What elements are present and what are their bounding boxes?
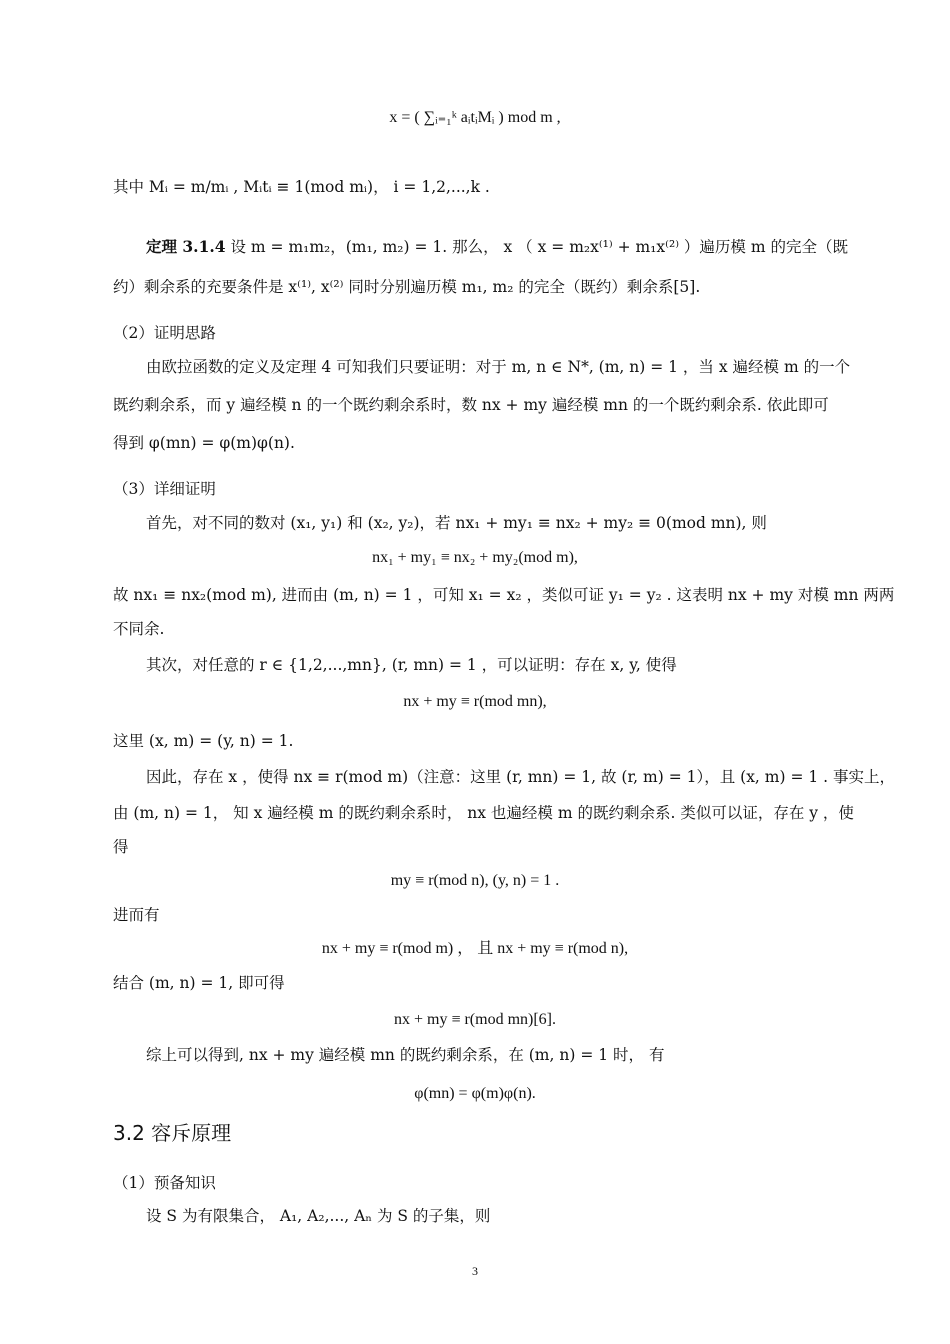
page-number: 3 — [472, 1264, 478, 1278]
theorem-3-1-4 — [146, 236, 848, 258]
text-line: 综上可以得到, nx + my 遍经模 mn 的既约剩余系，在 (m, n) = 1 时， 有 — [146, 1046, 665, 1064]
text-line: 其中 Mᵢ = m/mᵢ , Mᵢtᵢ ≡ 1(mod mᵢ)， i = 1,2,...,k . — [113, 178, 490, 196]
equation-crt-solution: x = ( ∑ᵢ₌₁ᵏ aᵢtᵢMᵢ ) mod m , — [389, 109, 561, 126]
equation-euler: φ(mn) = φ(m)φ(n). — [414, 1085, 536, 1102]
text-line: 进而有 — [113, 906, 160, 924]
equation: nx + my ≡ r(mod mn), — [403, 693, 547, 710]
section-proof-idea: （2）证明思路 — [113, 324, 216, 342]
text-line: 得到 φ(mn) = φ(m)φ(n). — [113, 434, 295, 452]
text-line: 设 S 为有限集合， A₁, A₂,..., Aₙ 为 S 的子集，则 — [146, 1207, 491, 1225]
text-line: 不同余. — [113, 620, 165, 638]
theorem-label: 定理 3.1.4 — [146, 237, 226, 256]
section-preliminaries: （1）预备知识 — [113, 1174, 216, 1192]
text-line: 既约剩余系，而 y 遍经模 n 的一个既约剩余系时，数 nx + my 遍经模 mn 的一个既约剩余系. 依此即可 — [113, 396, 829, 414]
theorem-text: 设 m = m₁m₂，(m₁, m₂) = 1. 那么， x （ x = m₂x⁽¹⁾ + m₁x⁽²⁾ ）遍历模 m 的完全（既 — [225, 238, 848, 256]
text-line: 由欧拉函数的定义及定理 4 可知我们只要证明：对于 m, n ∈ N*, (m, n) = 1 ，当 x 遍经模 m 的一个 — [146, 358, 851, 376]
equation: nx + my ≡ r(mod mn)[6]. — [393, 1011, 557, 1028]
equation: my ≡ r(mod n), (y, n) = 1 . — [390, 872, 560, 889]
text-line: 因此，存在 x ，使得 nx ≡ r(mod m)（注意：这里 (r, mn) = 1, 故 (r, m) = 1），且 (x, m) = 1 . 事实上， — [146, 768, 896, 786]
text-line: 结合 (m, n) = 1, 即可得 — [113, 974, 285, 992]
text-line: 首先，对不同的数对 (x₁, y₁) 和 (x₂, y₂)，若 nx₁ + my₁ ≡ nx₂ + my₂ ≡ 0(mod mn), 则 — [146, 514, 767, 532]
section-detailed-proof: （3）详细证明 — [113, 480, 216, 498]
text-line: 得 — [113, 838, 129, 856]
text-line: 故 nx₁ ≡ nx₂(mod m), 进而由 (m, n) = 1 ，可知 x₁ = x₂ ，类似可证 y₁ = y₂ . 这表明 nx + my 对模 mn 两两 — [113, 586, 895, 604]
equation: nx + my ≡ r(mod m) ， 且 nx + my ≡ r(mod n), — [321, 940, 629, 957]
equation: nx₁ + my₁ ≡ nx₂ + my₂(mod m), — [372, 549, 578, 566]
section-heading-3-2: 3.2 容斥原理 — [113, 1121, 232, 1145]
text-line: 约）剩余系的充要条件是 x⁽¹⁾, x⁽²⁾ 同时分别遍历模 m₁, m₂ 的完全（既约）剩余系[5]. — [113, 278, 701, 296]
text-line: 其次，对任意的 r ∈ {1,2,...,mn}, (r, mn) = 1 ，可以证明：存在 x, y, 使得 — [146, 656, 677, 674]
text-line: 这里 (x, m) = (y, n) = 1. — [113, 732, 294, 750]
text-line: 由 (m, n) = 1， 知 x 遍经模 m 的既约剩余系时， nx 也遍经模 m 的既约剩余系. 类似可以证，存在 y ，使 — [113, 804, 854, 822]
